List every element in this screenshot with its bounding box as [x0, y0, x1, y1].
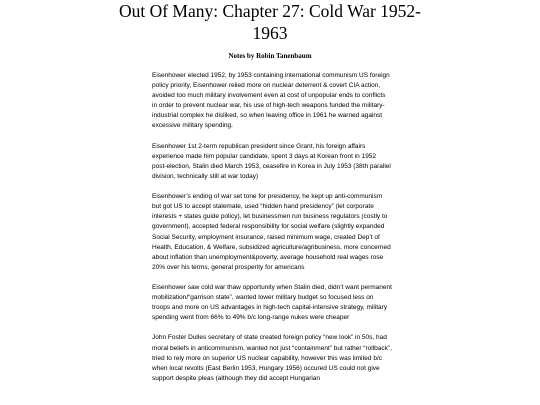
paragraph: Eisenhower saw cold war thaw opportunity when Stalin died, didn’t want permanent mobilization/“garrison state”, wanted lower military budget so focused less on troops and more on US advantages in high-tech capital-intensive strategy, military spending went from 66% to 49% b/c long-range nukes were cheaper	[152, 283, 392, 322]
document-body	[152, 71, 392, 394]
document-title	[0, 0, 540, 44]
paragraph: Eisenhower elected 1952, by 1953 containing international communism US foreign policy priority, Eisenhower relied more on nuclear deterrent & covert CIA action, avoided too much military involvement even at cost of unpopular ends to conflicts in order to prevent nuclear war, his use of high-tech weapons funded the military-industrial complex he disliked, so when leaving office in 1961 he warned against excessive military spending.	[152, 72, 390, 130]
author-byline: Notes by Robin Tanenbaum	[228, 52, 312, 60]
title-line-1: Out Of Many: Chapter 27: Cold War 1952-	[118, 1, 422, 21]
paragraph: Eisenhower 1st 2-term republican president since Grant, his foreign affairs experience made him popular candidate, spent 3 days at Korean front in 1952 post-election, Stalin died March 1953, ceasefire in Korea in July 1953 (38th parallel division, technically still at war today)	[152, 142, 391, 180]
title-line-2: 1963	[252, 23, 288, 43]
paragraph: Eisenhower’s ending of war set tone for presidency, he kept up anti-communism but got US to accept stalemate, used “hidden hand presidency” (let corporate interests + states guide policy), let businessmen run business regulators (costly to government), accepted federal responsibility for social welfare (slightly expanded Social Security, employment insurance, raised minimum wage, created Dep’t of Health, Education, & Welfare, subsidized agriculture/agribusiness, more concerned about inflation than unemployment&poverty, average household real wages rose 20% over his terms, general prosperity for americans	[152, 193, 391, 271]
paragraph: John Foster Dulles secretary of state created foreign policy “new look” in 50s, had moral beliefs in anticommunism, wanted not just “containment” but rather “rollback”, tried to rely more on superior US nuclear capability, however this was limited b/c when local revolts (East Berlin 1953, Hungary 1956) occured US could not give support despite pleas (although they did accept Hungarian	[152, 334, 392, 382]
